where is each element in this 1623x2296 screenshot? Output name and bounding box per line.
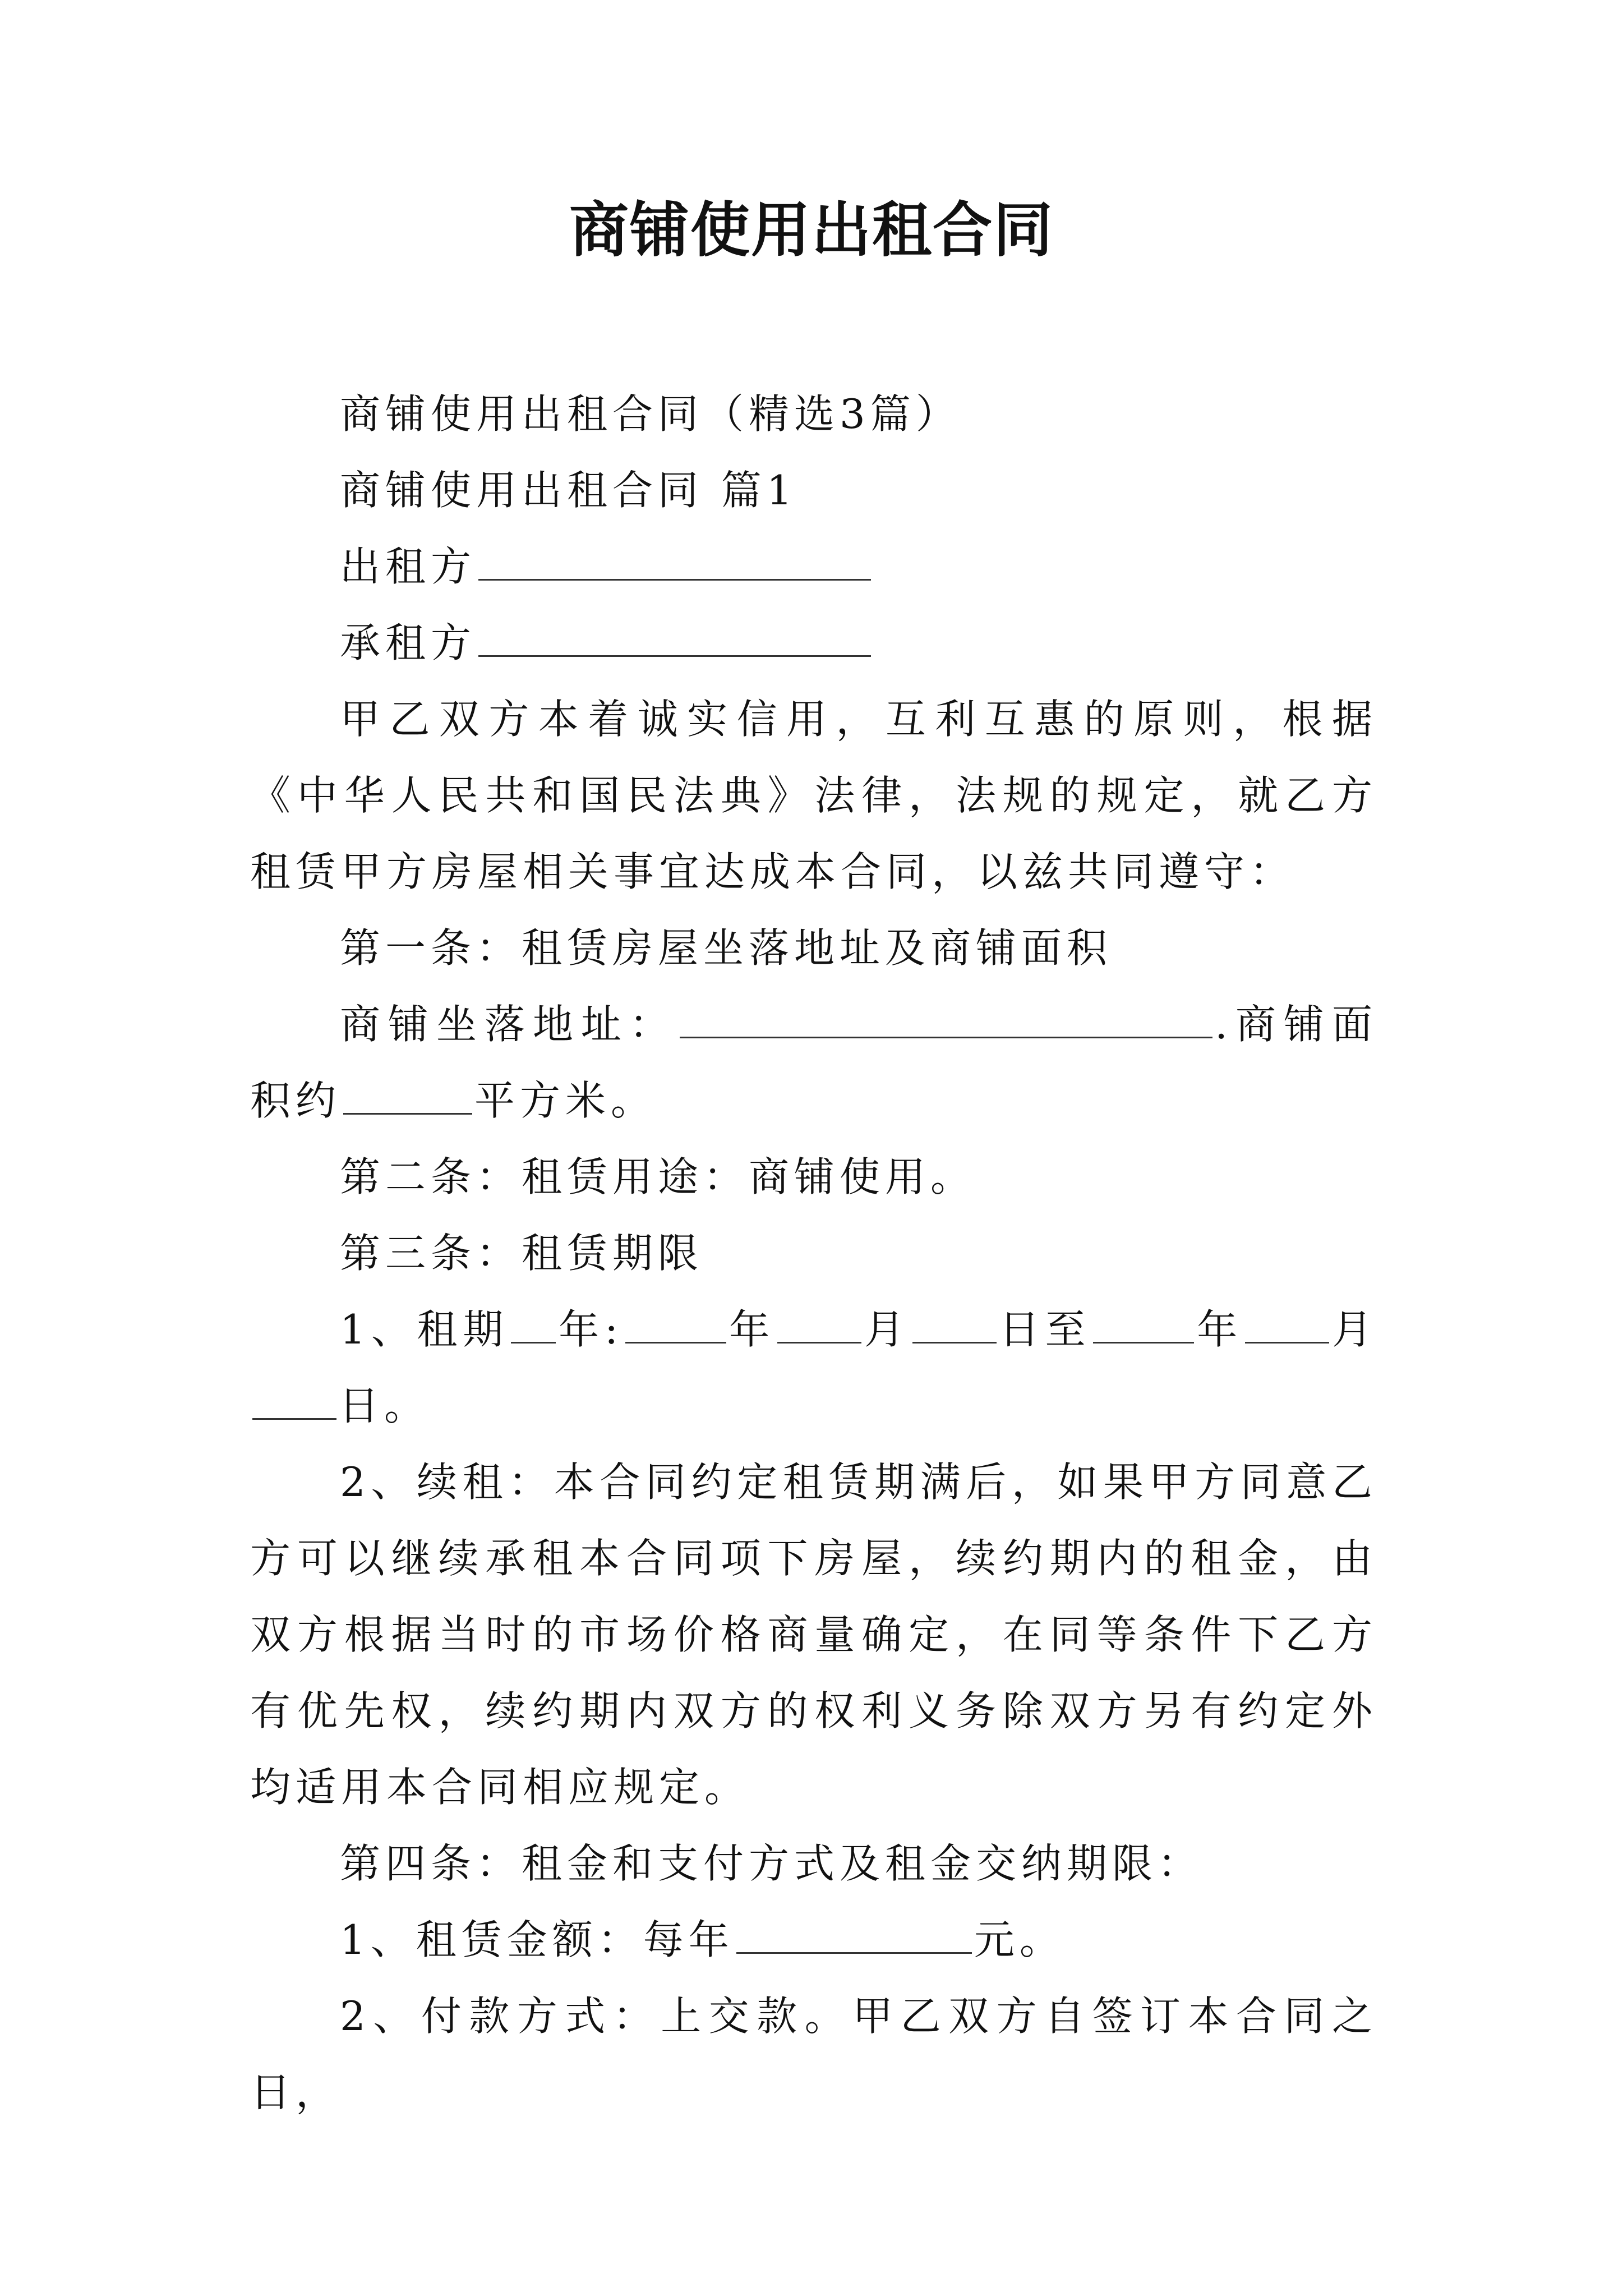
document-body bbox=[250, 376, 1377, 2131]
article1-title: 第一条：租赁房屋坐落地址及商铺面积 bbox=[340, 924, 1113, 972]
address-label: 商铺坐落地址： bbox=[340, 1001, 678, 1048]
address-blank bbox=[680, 1003, 1212, 1038]
rent-amount-prefix: 1、租赁金额：每年 bbox=[340, 1916, 734, 1963]
lessor-blank bbox=[478, 545, 871, 581]
term-year2: 年 bbox=[1196, 1306, 1243, 1353]
lessee-blank bbox=[478, 622, 871, 657]
rent-amount-line bbox=[250, 1902, 1377, 1978]
term-line bbox=[250, 1291, 1377, 1444]
rent-amount-blank bbox=[736, 1918, 972, 1954]
term-year-colon: 年: bbox=[558, 1306, 624, 1353]
section-heading: 商铺使用出租合同 篇1 bbox=[340, 467, 797, 514]
term-blank-2 bbox=[625, 1308, 726, 1343]
rent-amount-suffix: 元。 bbox=[974, 1916, 1065, 1963]
area-unit: 平方米。 bbox=[474, 1077, 657, 1124]
term-blank-1 bbox=[511, 1308, 556, 1343]
term-month: 月 bbox=[864, 1306, 910, 1353]
term-day-end: 日。 bbox=[339, 1382, 430, 1429]
term-year: 年 bbox=[728, 1306, 776, 1353]
term-month2: 月 bbox=[1331, 1306, 1377, 1353]
term-prefix: 1、租期 bbox=[340, 1306, 509, 1353]
lessee-label: 承租方 bbox=[340, 619, 477, 666]
subtitle: 商铺使用出租合同（精选3篇） bbox=[340, 390, 961, 438]
term-blank-7 bbox=[252, 1384, 336, 1420]
payment-paragraph: 2、付款方式：上交款。甲乙双方自签订本合同之日， bbox=[250, 1993, 1377, 2116]
lessor-label: 出租方 bbox=[340, 543, 477, 590]
area-label: .商铺面积约 bbox=[250, 1001, 1377, 1124]
area-blank bbox=[343, 1079, 472, 1115]
intro-paragraph: 甲乙双方本着诚实信用，互利互惠的原则，根据《中华人民共和国民法典》法律，法规的规定，就乙方租赁甲方房屋相关事宜达成本合同，以兹共同遵守： bbox=[250, 696, 1377, 895]
article3-title: 第三条：租赁期限 bbox=[340, 1230, 704, 1277]
lessee-line bbox=[250, 605, 1377, 681]
term-blank-6 bbox=[1245, 1308, 1329, 1343]
document-title: 商铺使用出租合同 bbox=[569, 195, 1054, 265]
term-blank-3 bbox=[777, 1308, 861, 1343]
renewal-paragraph: 2、续租：本合同约定租赁期满后，如果甲方同意乙方可以继续承租本合同项下房屋，续约期内的租金，由双方根据当时的市场价格商量确定，在同等条件下乙方有优先权，续约期内双方的权利义务除双方另有约定外均适用本合同相应规定。 bbox=[250, 1458, 1377, 1811]
term-blank-5 bbox=[1093, 1308, 1194, 1343]
lessor-line bbox=[250, 528, 1377, 605]
article2: 第二条：租赁用途：商铺使用。 bbox=[340, 1153, 976, 1200]
term-blank-4 bbox=[912, 1308, 997, 1343]
term-day-to: 日至 bbox=[998, 1306, 1091, 1353]
address-line bbox=[250, 986, 1377, 1139]
article4-title: 第四条：租金和支付方式及租金交纳期限： bbox=[340, 1840, 1204, 1887]
